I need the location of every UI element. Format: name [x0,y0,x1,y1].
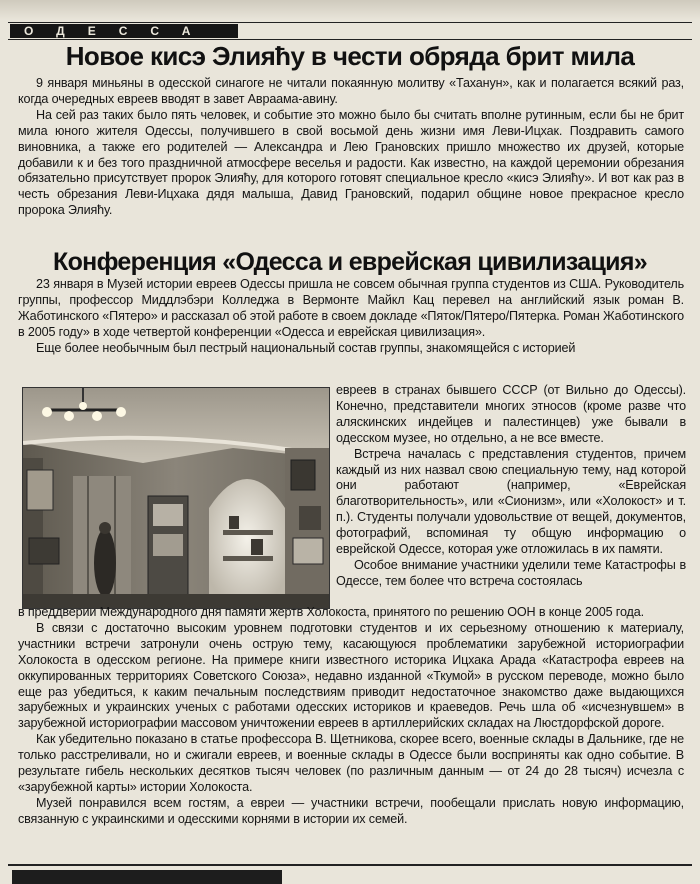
article2-paragraph: Музей понравился всем гостям, а евреи — участники встречи, пообещали прислать новую информацию, связанную с украинскими и одесскими корнями в истории их семей. [18,795,684,826]
museum-interior-photo [22,387,330,609]
bottom-rule [8,864,692,866]
article2-paragraph: Еще более необычным был пестрый национальный состав группы, знакомящейся с историей [36,340,576,355]
article2-paragraph: Как убедительно показано в статье профессора В. Щетникова, скорее всего, военные склады в Дальнике, где не только расстреливали, но и сжигали евреев, и военные склады в Одессе были восприняты как одно событие. В результате гибель нескольких десятков тысяч человек (по различным данным — от 24 до 28 тысяч) исчезла с «зарубежной карты» истории Холокоста. [18,732,684,794]
article2-right-column [336,383,686,590]
article1-headline: Новое кисэ Элияћу в чести обряда брит мила [65,41,635,71]
article2-paragraph: В связи с достаточно высоким уровнем подготовки студентов и их серьезному отношению к материалу, участники встречи затронули очень острую тему, касающуюся проблематики зарубежной историографии Холокоста в одесском регионе. На примере книги известного историка Ицхака Арада «Катастрофа евреев на оккупированных территориях Советского Союза», недавно изданной «Ткумой» в русском переводе, можно было еще раз убедиться, к каким печальным последствиям приводит недостаточное знакомство даже выдающихся зарубежных и украинских ученых с работами одесских историков и краеведов. Речь шла об «исчезнувшем» в зарубежной историографии массовом уничтожении евреев в артиллерийских складах на Люстдорфской дороге. [18,620,684,731]
article2-intro [18,277,684,357]
section-header-bar [8,22,692,40]
museum-photo-image [23,388,329,608]
article2-paragraph: в преддверии Международного дня памяти жертв Холокоста, принятого по решению ООН в конце 2005 года. [18,605,644,619]
article2-paragraph: 23 января в Музей истории евреев Одессы пришла не совсем обычная группа студентов из США. Руководитель группы, профессор Миддлэбэри Колледжа в Вермонте Майкл Кац перевел на английский язык роман В. Жаботинского «Пятеро» и рассказал об этой работе в своем докладе «Пяток/Пятеро/Пятерка. Роман Жаботинского в 2005 году» в ходе четвертой конференции «Одесса и еврейская цивилизация». [18,277,684,339]
article2-paragraph: Встреча началась с представления студентов, причем каждый из них назвал свою специальную тему, над которой они работают (например, «Еврейская благотворительность», или «Сионизм», или «Холокост» и т. п.). Студенты получали удовольствие от вещей, документов, фотографий, вспоминая ту общую информацию о еврейской Одессе, которая уже отложилась в их памяти. [336,446,686,557]
article2-paragraph: евреев в странах бывшего СССР (от Вильно до Одессы). Конечно, представители многих этносов (кроме разве что аляскинских индейцев и палестинцев) уже бывали в одесском музее, но отдельно, а не все вместе. [336,383,686,445]
article2-continued [18,605,684,828]
section-label: ОДЕССА [10,24,238,38]
top-cut-strip [0,0,700,20]
article1-paragraph: На сей раз таких было пять человек, и событие это можно было бы считать вполне рутинным, если бы не брит мила юного жителя Одессы, получившего в свой восьмой день жизни имя Леви-Ицхак. Поздравить самого виновника, а также его родителей — Александра и Лею Грановских пришло множество их друзей, которые добавили к и без того праздничной атмосфере веселья и радости. Как известно, на каждой церемонии обрезания обязательно присутствует пророк Элияћу, для которого готовят специальное кресло «кисэ Элияћу». И вот как раз в честь обрезания Леви-Ицхака дядя малыша, Давид Грановский, подарил общине новое прекрасное кресло пророка Элияћу. [18,107,684,218]
article2-paragraph: Особое внимание участники уделили теме Катастрофы в Одессе, тем более что встреча состоялась [336,557,686,588]
article1-paragraph: 9 января миньяны в одесской синагоге не читали покаянную молитву «Таханун», как и полагается всякий раз, когда очередных евреев вводят в завет Авраама-авину. [18,76,684,106]
bottom-cut-strip [12,870,282,884]
article2-headline: Конференция «Одесса и еврейская цивилизация» [53,248,647,276]
article1-body [18,76,684,219]
